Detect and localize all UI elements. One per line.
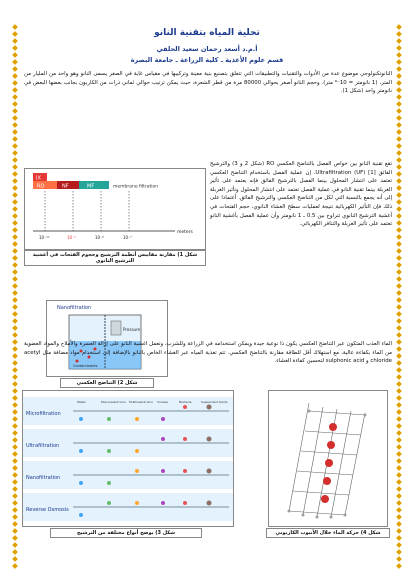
paragraph-intro: النانوتكنولوجي موضوع عدة من الأدوات والتقنيات والتطبيقات التي تتعلق بتصنيع بنية معينة وتركيبها في مقياس غاية في الصغر يسمى النانو وهو واحد من المليار من المتر، (1 نانومتر = 10⁻⁹ متر). وحجم النانو أصغر بحوالي 80000 مرة من قطر الشعرة، حيث يمكن ترتيب حوالي ثماني ذرات من الكاربون بجانب بعضها البعض في نانومتر واحد (شكل 1). (24, 71, 392, 95)
carbon-atom (330, 516, 333, 519)
solid-dot (207, 437, 212, 442)
ion-dot (107, 449, 111, 453)
figure-4-carbon-nanotube (268, 390, 388, 527)
row-label: Reverse Osmosis (26, 507, 69, 513)
solid-dot (207, 501, 212, 506)
figure-2-caption: شكل 2) التناضح العكسي (60, 378, 154, 388)
virus-dot (161, 501, 165, 505)
ix-label: IX (36, 175, 41, 182)
carbon-atom (302, 514, 305, 517)
bacteria-dot (183, 437, 187, 441)
department-affiliation: قسم علوم الأغذية ـ كلية الزراعة ـ جامعة البصرة (130, 56, 284, 64)
paragraph-applications: الماء العذب المتكون عبر التناضح العكسي يكون ذا نوعية جيدة ويمكن استخدامه في الزراعة وللشرب، وتعمل اغشية النانو على إزالة العسرة والأملاح والمواد العضوية من الماء بكفاءة عالية، مع استهلاك أقل للطاقة مقارنة بالتناضح العكسي. تتم تغذية المياه عبر الغشاء الخاص بالنانو بالإضافة إلى استخدام مواد مضافة مثل acetyl chloride و sulphonic acid لتحسين كفاءة الغشاء. (24, 341, 392, 365)
water-dot (79, 513, 83, 517)
membrane-filtration-label: membrane filtration (113, 184, 159, 190)
water-molecule (325, 459, 333, 467)
carbon-atom (288, 510, 291, 513)
row-label: Ultrafiltration (26, 443, 60, 449)
solid-dot (207, 405, 212, 410)
row-nanofiltration (23, 461, 233, 489)
pressure-label: Pressure (123, 327, 141, 332)
row-reverse-osmosis (23, 493, 233, 521)
water-dot (79, 449, 83, 453)
carbon-atom (316, 516, 319, 519)
mf-label: MF (87, 183, 95, 190)
ro-label: RO (37, 183, 45, 190)
water-dot (79, 481, 83, 485)
col-water: Water (77, 400, 86, 404)
ion-dot (135, 417, 139, 421)
figure-1-graphic (25, 169, 205, 249)
virus-dot (161, 417, 165, 421)
carbon-atom (344, 514, 347, 517)
row-label: Microfiltration (26, 411, 61, 417)
figure-4-caption: شكل 4) حركة الماء خلال الأنبوب الكاربوني (266, 528, 390, 538)
water-molecule (323, 477, 331, 485)
author-name: أ.م.د أسعد رحمان سعيد الحلفي (156, 45, 258, 53)
right-decorative-border (396, 22, 402, 559)
bacteria-dot (183, 405, 187, 409)
ion-dot (135, 449, 139, 453)
figure-3-graphic (23, 391, 233, 526)
figure-4-graphic (269, 391, 387, 526)
figure-3-filtration-types (22, 390, 234, 527)
tick-1: 10⁻¹⁰ (39, 235, 50, 240)
solid-dot (207, 469, 212, 474)
tick-4: 10⁻⁷ (123, 235, 132, 240)
row-ultrafiltration (23, 429, 233, 457)
carbon-atom (364, 414, 367, 417)
ion-dot (135, 469, 139, 473)
tick-2: 10⁻⁹ (67, 235, 76, 240)
ion-dot (107, 417, 111, 421)
water-dot (79, 417, 83, 421)
col-monovalent: Monovalent Ions (101, 400, 126, 404)
ion-dot (107, 501, 111, 505)
piston (111, 321, 121, 335)
bacteria-dot (183, 469, 187, 473)
ion-dot (135, 501, 139, 505)
nf-label: NF (62, 183, 69, 190)
water-molecule (321, 495, 329, 503)
tick-3: 10⁻⁸ (95, 235, 104, 240)
figure-2-title: Nanofiltration (57, 305, 92, 311)
figure-1-caption: شكل 1) مقارنة مقاييس أنظمة الترشيح وحجوم الفتحات في أغشية الترشيح النانوي (24, 250, 206, 266)
figure-3-caption: شكل 3) يوضح أنواع مختلفة من الترشيح (50, 528, 202, 538)
col-bacteria: Bacteria (179, 400, 192, 404)
bacteria-dot (183, 501, 187, 505)
axis-unit-label: meters (177, 230, 193, 235)
water-molecules (321, 423, 337, 503)
col-multivalent: Multivalent Ions (129, 400, 153, 404)
contaminants-label: Contaminants (73, 364, 98, 368)
left-decorative-border (12, 22, 18, 559)
row-label: Nanofiltration (26, 475, 61, 481)
col-suspended: Suspended Solids (201, 400, 228, 404)
paragraph-nanofiltration-principle: تقع تقنية النانو بين خواص الفصل بالتناضح العكسي RO (شكل 2 و 3) والترشيح الفائق Ultrafiltration (UF) [1]. إن عملية الفصل باستخدام التناضح العكسي تعتمد على انتشار المحلول بينما الفصل بالترشيح الفائق فإنه يعتمد على تأثير الغربلة بينما تقنية النانو في عملية الفصل تعتمد على انتشار المحلول وتأثير الغربلة إلى أنه يجمع بالنسبة التي لكل من التناضح العكسي والترشيح الفائق. أعتمادا على ذلك فإن التأثير الكهربائية نتيجة لعمليات سطح الغشاء النانوي، حجم الفتحات في أغشية الترشيح النانوي تتراوح بين 0.5 ـ 1 نانومتر وأن عملية الفصل بأغشية النانو تعتمد على تأثير الغربلة والتنافر الكهربائي. (210, 161, 393, 228)
col-viruses: Viruses (157, 400, 168, 404)
article-title: تحلية المياه بتقنية النانو (154, 28, 260, 38)
ion-dot (107, 481, 111, 485)
water-molecule (329, 423, 337, 431)
water-molecule (327, 441, 335, 449)
virus-dot (161, 437, 165, 441)
carbon-atom (308, 410, 311, 413)
figure-1-filtration-scale (24, 168, 206, 250)
virus-dot (161, 469, 165, 473)
